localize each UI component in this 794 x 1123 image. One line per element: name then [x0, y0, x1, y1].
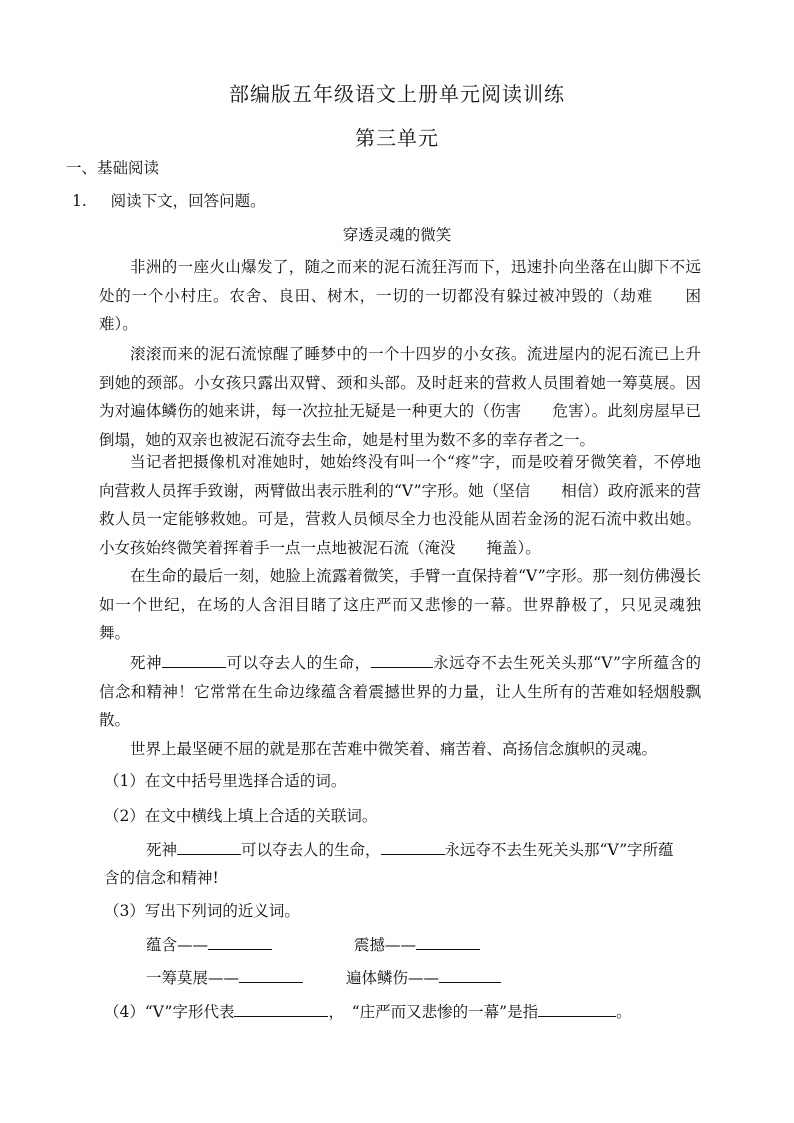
q4-text-a: （4）“V”字形代表: [104, 1003, 235, 1021]
q4-text-c: 。: [616, 1003, 632, 1021]
question-heading: [72, 189, 266, 211]
synonym-item-4: [346, 966, 501, 988]
synonym-item-3: [146, 966, 303, 988]
q2-blank-1[interactable]: [177, 840, 241, 855]
p5-text-a: 死神: [130, 654, 163, 672]
section-heading: 一、基础阅读: [66, 159, 160, 177]
synonym-word-2: 震撼——: [354, 936, 417, 954]
passage-paragraph-2: 滚滚而来的泥石流惊醒了睡梦中的一个十四岁的小女孩。流进屋内的泥石流已上升到她的颈部。小女孩只露出双臂、颈和头部。及时赶来的营救人员围着她一筹莫展。因为对遍体鳞伤的她来讲，每一次拉扯无疑是一种更大的（伤害 危害）。此刻房屋早已倒塌，她的双亲也被泥石流夺去生命，她是村里为数不多的幸存者之一。: [99, 345, 701, 449]
p5-blank-2[interactable]: [371, 653, 433, 668]
synonym-item-2: [354, 933, 480, 955]
passage-paragraph-6: 世界上最坚硬不屈的就是那在苦难中微笑着、痛苦着、高扬信念旗帜的灵魂。: [130, 740, 658, 758]
p5-text-b: 可以夺去人的生命，: [226, 654, 371, 672]
synonym-blank-4[interactable]: [439, 968, 501, 983]
synonym-word-1: 蕴含——: [146, 936, 209, 954]
question-instruction: 阅读下文，回答问题。: [110, 192, 266, 210]
p5-blank-1[interactable]: [162, 653, 226, 668]
sub-question-4: [104, 1000, 632, 1022]
sub-question-3: （3）写出下列词的近义词。: [104, 902, 300, 920]
synonym-word-4: 遍体鳞伤——: [346, 969, 440, 987]
synonym-word-3: 一筹莫展——: [146, 969, 240, 987]
synonym-blank-3[interactable]: [239, 968, 303, 983]
passage-paragraph-3: 当记者把摄像机对准她时，她始终没有叫一个“疼”字，而是咬着牙微笑着，不停地向营救人员挥手致谢，两臂做出表示胜利的“V”字形。她（坚信 相信）政府派来的营救人员一定能够救她。可是，营救人员倾尽全力也没能从固若金汤的泥石流中救出她。小女孩始终微笑着挥着手一点一点地被泥石流（淹没 掩盖）。: [99, 453, 701, 557]
q2-blank-2[interactable]: [381, 840, 445, 855]
sub-question-1: （1）在文中括号里选择合适的词。: [104, 772, 347, 790]
sub-question-2-line-2: 含的信念和精神!: [104, 869, 219, 887]
unit-subtitle: 第三单元: [355, 126, 439, 150]
question-number: 1.: [72, 192, 87, 210]
sub-question-2: （2）在文中横线上填上合适的关联词。: [104, 807, 378, 825]
sub-question-2-line-1: [146, 838, 674, 860]
passage-paragraph-5: [99, 649, 701, 735]
q4-blank-1[interactable]: [234, 1002, 328, 1017]
passage-paragraph-4: 在生命的最后一刻，她脸上流露着微笑，手臂一直保持着“V”字形。那一刻仿佛漫长如一个世纪，在场的人含泪目睹了这庄严而又悲惨的一幕。世界静极了，只见灵魂独舞。: [99, 567, 701, 642]
q4-text-b: ， “庄严而又悲惨的一幕”是指: [328, 1003, 539, 1021]
synonym-item-1: [146, 933, 272, 955]
synonym-blank-2[interactable]: [416, 935, 480, 950]
q4-blank-2[interactable]: [538, 1002, 616, 1017]
q2-text-c: 永远夺不去生死关头那“V”字所蕴: [444, 841, 674, 859]
page-title: 部编版五年级语文上册单元阅读训练: [229, 82, 565, 106]
passage-title: 穿透灵魂的微笑: [342, 226, 452, 244]
p5-text-c: 永远夺不去生死关头那“V”字所蕴含的信念和精神！它常常在生命边缘蕴含着震撼世界的力量，让人生所有的苦难如轻烟般飘散。: [99, 654, 701, 729]
synonym-blank-1[interactable]: [208, 935, 272, 950]
q2-text-a: 死神: [146, 841, 178, 859]
passage-paragraph-1: 非洲的一座火山爆发了，随之而来的泥石流狂泻而下，迅速扑向坐落在山脚下不远处的一个小村庄。农舍、良田、树木，一切的一切都没有躲过被冲毁的（劫难 困难）。: [99, 258, 701, 333]
q2-text-b: 可以夺去人的生命，: [241, 841, 381, 859]
